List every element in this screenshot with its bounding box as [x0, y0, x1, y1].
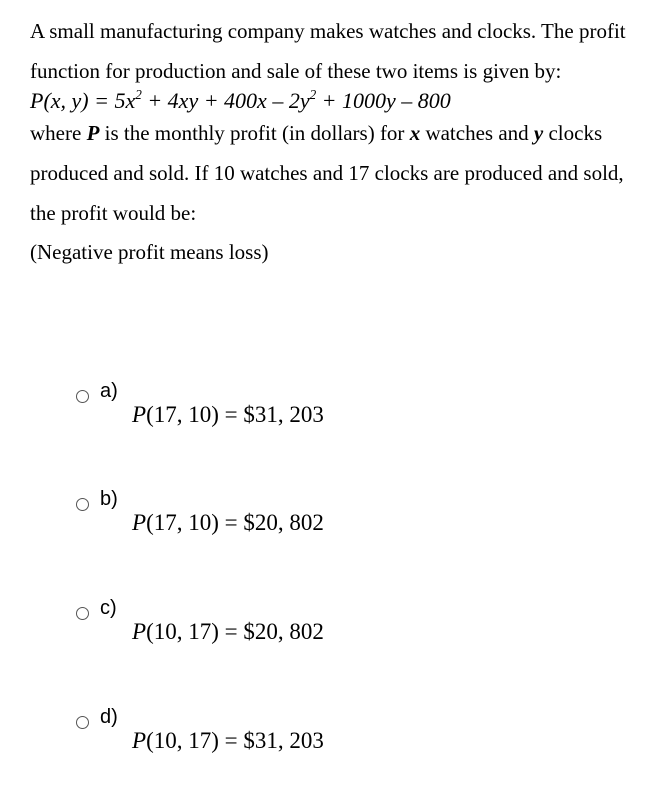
option-b[interactable]	[76, 488, 636, 552]
answer-fn-b: P	[132, 510, 147, 535]
formula-exponent-1: 2	[135, 86, 142, 102]
variable-y: y	[533, 120, 544, 145]
option-answer-c	[132, 619, 324, 645]
answer-fn-d: P	[132, 728, 147, 753]
formula-term-2: + 4xy + 400x – 2y	[141, 87, 310, 113]
radio-button-d[interactable]	[76, 716, 89, 729]
answer-fn-c: P	[132, 619, 147, 644]
answer-fn-a: P	[132, 402, 147, 427]
radio-button-b[interactable]	[76, 498, 89, 511]
option-a[interactable]	[76, 380, 636, 444]
option-c[interactable]	[76, 597, 636, 661]
answer-args-c: (10, 17)	[146, 619, 219, 644]
formula-term-1: 5x	[114, 87, 136, 113]
radio-button-c[interactable]	[76, 607, 89, 620]
option-answer-a	[132, 402, 324, 428]
description-prefix: where	[30, 120, 87, 145]
variable-x: x	[409, 120, 421, 145]
answer-value-b: = $20, 802	[218, 510, 324, 535]
formula-lhs: P(x, y) =	[30, 87, 115, 113]
option-letter-b: b)	[100, 488, 118, 510]
answer-args-b: (17, 10)	[146, 510, 219, 535]
radio-button-a[interactable]	[76, 390, 89, 403]
description-mid-2: watches and	[420, 120, 534, 145]
answer-value-c: = $20, 802	[218, 619, 324, 644]
option-answer-b	[132, 510, 324, 536]
answer-args-a: (17, 10)	[146, 402, 219, 427]
option-d[interactable]	[76, 706, 636, 770]
description-mid-3: clocks produced and sold. If 10 watches and 17 clocks are produced and sold, the profit would be:	[30, 120, 624, 225]
description-mid-1: is the monthly profit (in dollars) for	[99, 120, 410, 145]
answer-args-d: (10, 17)	[146, 728, 219, 753]
answer-value-a: = $31, 203	[218, 402, 324, 427]
question-intro: A small manufacturing company makes watches and clocks. The profit function for production and sale of these two items is given by:	[30, 19, 626, 83]
option-letter-c: c)	[100, 597, 117, 619]
option-letter-d: d)	[100, 706, 118, 728]
option-letter-a: a)	[100, 380, 118, 402]
question-note: (Negative profit means loss)	[30, 240, 269, 265]
variable-p: P	[86, 120, 100, 145]
formula-exponent-2: 2	[309, 86, 317, 102]
answer-value-d: = $31, 203	[218, 728, 324, 753]
formula-term-3: + 1000y – 800	[316, 87, 451, 113]
option-answer-d	[132, 728, 324, 754]
